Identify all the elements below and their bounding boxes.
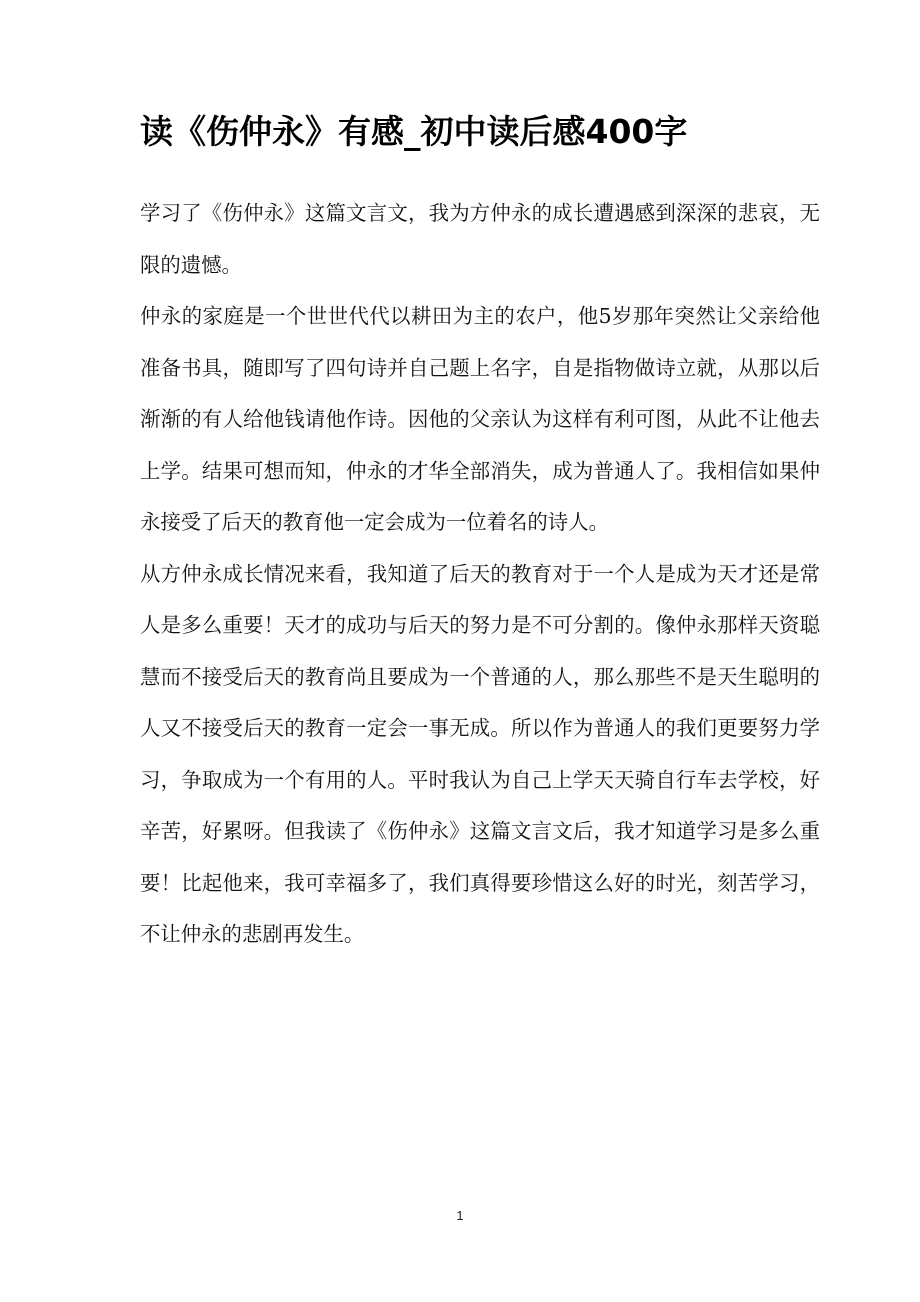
paragraph-reflection: 从方仲永成长情况来看，我知道了后天的教育对于一个人是成为天才还是常人是多么重要！天才的成功与后天的努力是不可分割的。像仲永那样天资聪慧而不接受后天的教育尚且要成为一个普通的人，那么那些不是天生聪明的人又不接受后天的教育一定会一事无成。所以作为普通人的我们更要努力学习，争取成为一个有用的人。平时我认为自己上学天天骑自行车去学校，好辛苦，好累呀。但我读了《伤仲永》这篇文言文后，我才知道学习是多么重要！比起他来，我可幸福多了，我们真得要珍惜这么好的时光，刻苦学习，不让仲永的悲剧再发生。 <box>140 561 820 946</box>
document-body <box>140 188 820 961</box>
paragraph-intro: 学习了《伤仲永》这篇文言文，我为方仲永的成长遭遇感到深深的悲哀，无限的遗憾。 <box>140 201 820 277</box>
paragraph-story: 仲永的家庭是一个世世代代以耕田为主的农户，他5岁那年突然让父亲给他准备书具，随即写了四句诗并自己题上名字，自是指物做诗立就，从那以后渐渐的有人给他钱请他作诗。因他的父亲认为这样有利可图，从此不让他去上学。结果可想而知，仲永的才华全部消失，成为普通人了。我相信如果仲永接受了后天的教育他一定会成为一位着名的诗人。 <box>140 304 820 534</box>
document-title: 读《伤仲永》有感_初中读后感400字 <box>140 112 688 151</box>
page-number: 1 <box>456 1208 464 1223</box>
